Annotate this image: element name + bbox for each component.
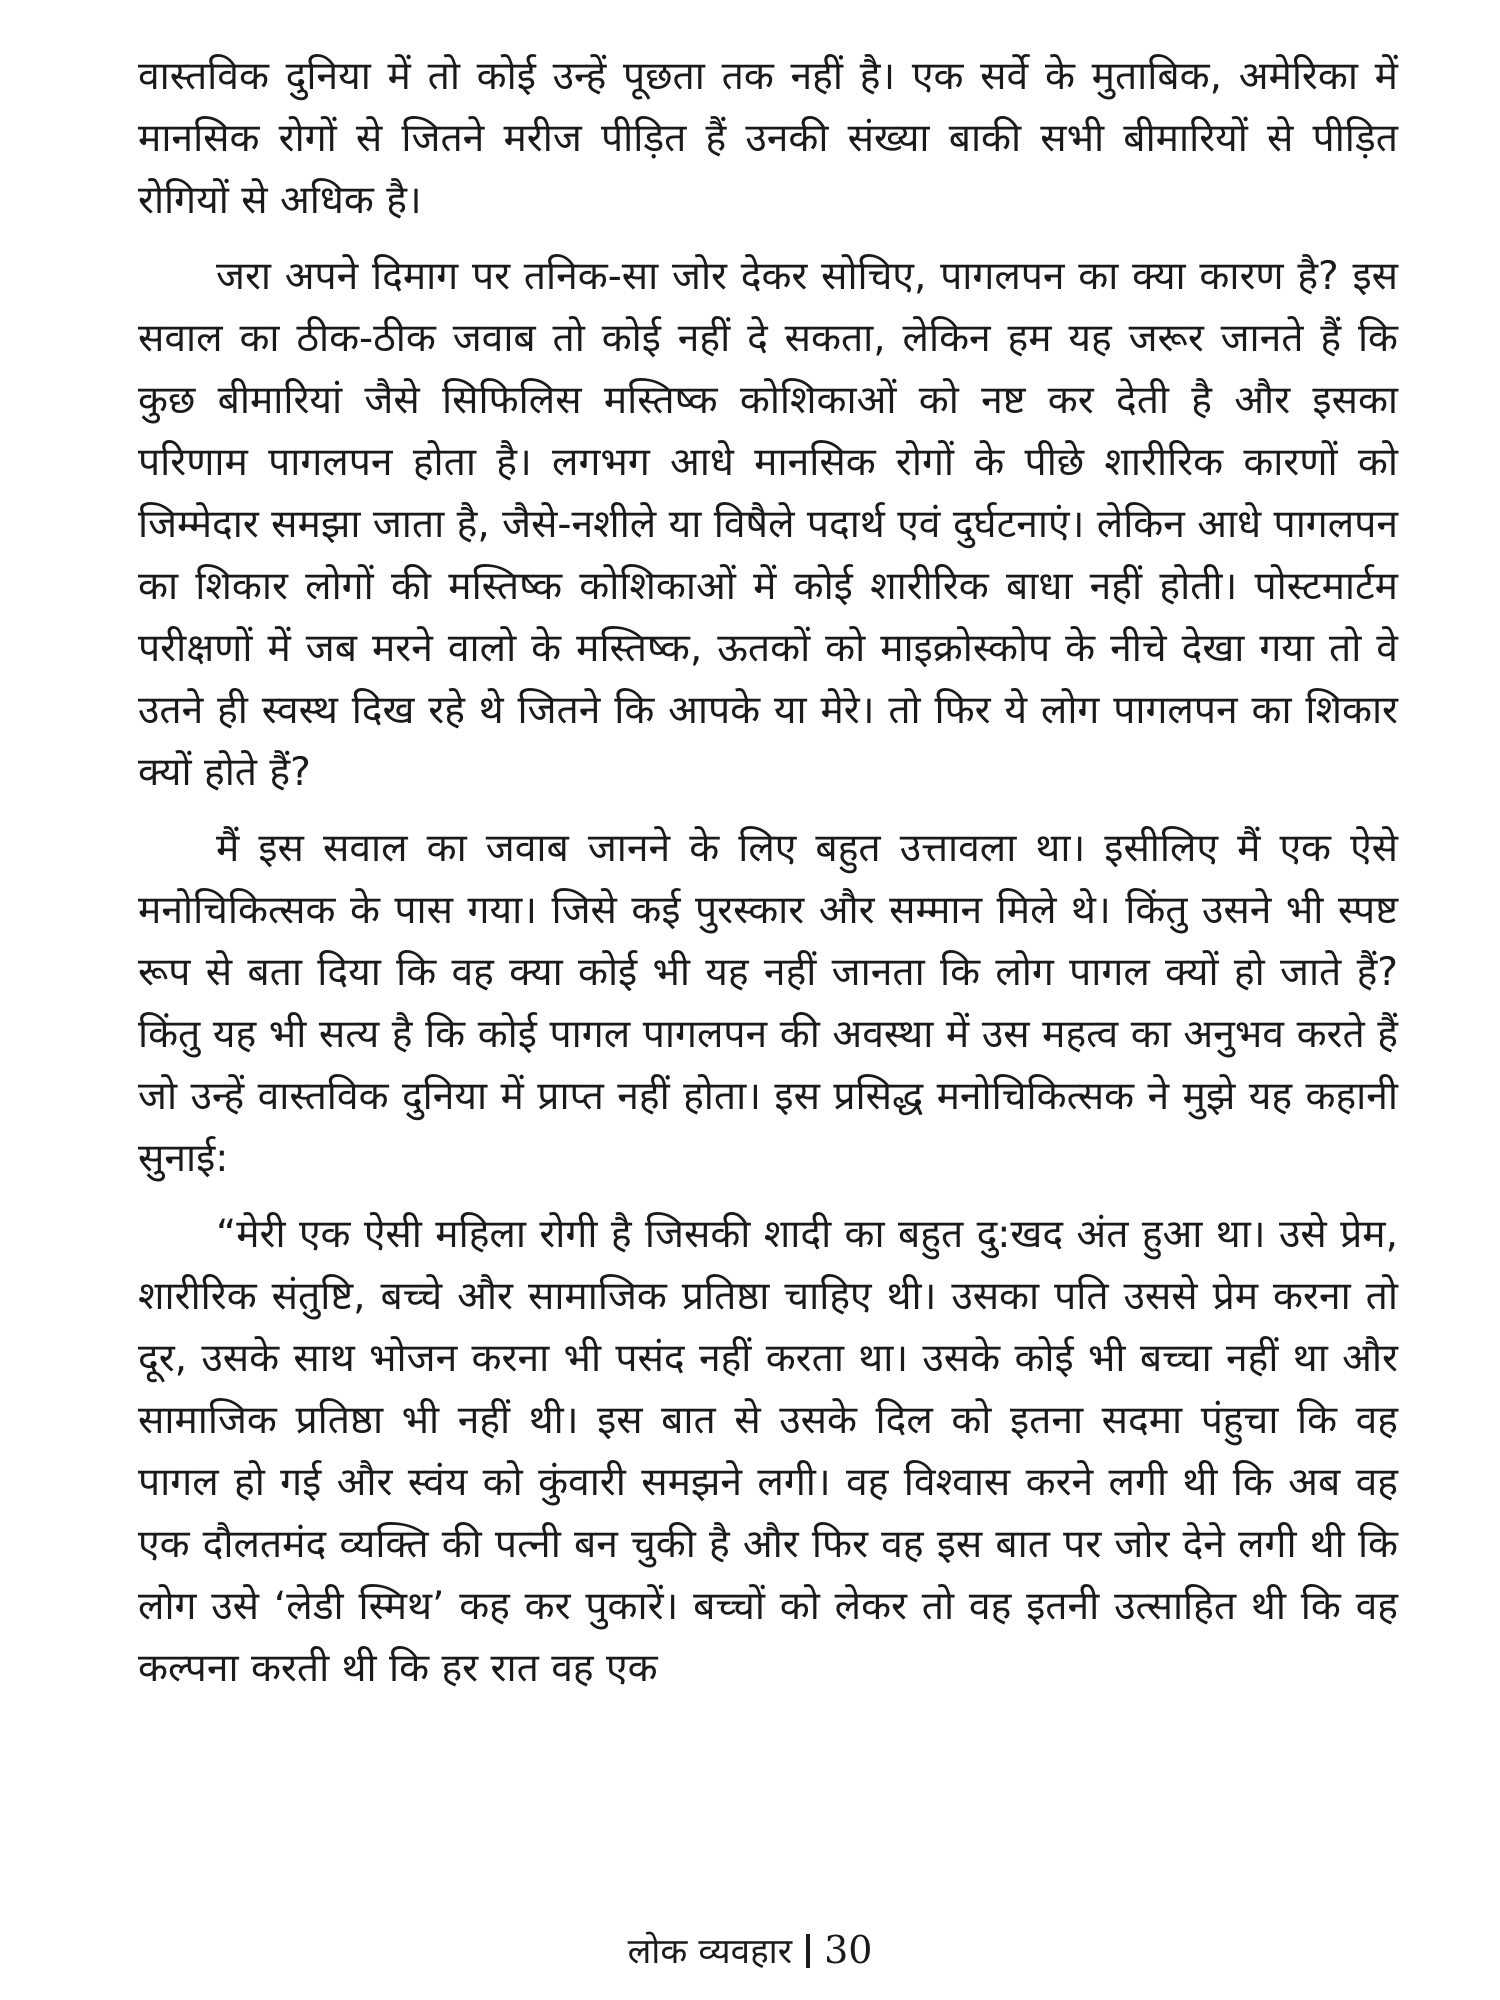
paragraph-4: “मेरी एक ऐसी महिला रोगी है जिसकी शादी का बहुत दु:खद अंत हुआ था। उसे प्रेम, शारीरिक संतुष्टि, बच्चे और सामाजिक प्रतिष्ठा चाहिए थी। उसका पति उससे प्रेम करना तो दूर, उसके साथ भोजन करना भी पसंद नहीं करता था। उसके कोई भी बच्चा नहीं था और सामाजिक प्रतिष्ठा भी नहीं थी। इस बात से उसके दिल को इतना सदमा पंहुचा कि वह पागल हो गई और स्वंय को कुंवारी समझने लगी। वह विश्वास करने लगी थी कि अब वह एक दौलतमंद व्यक्ति की पत्नी बन चुकी है और फिर वह इस बात पर जोर देने लगी थी कि लोग उसे ‘लेडी स्मिथ’ कह कर पुकारें। बच्चों को लेकर तो वह इतनी उत्साहित थी कि वह कल्पना करती थी कि हर रात वह एक (138, 1212, 1398, 1691)
footer-separator (806, 1934, 810, 1968)
page-footer (0, 1928, 1500, 1974)
paragraph-2: जरा अपने दिमाग पर तनिक-सा जोर देकर सोचिए, पागलपन का क्या कारण है? इस सवाल का ठीक-ठीक जवाब तो कोई नहीं दे सकता, लेकिन हम यह जरूर जानते हैं कि कुछ बीमारियां जैसे सिफिलिस मस्तिष्क कोशिकाओं को नष्ट कर देती है और इसका परिणाम पागलपन होता है। लगभग आधे मानसिक रोगों के पीछे शारीरिक कारणों को जिम्मेदार समझा जाता है, जैसे-नशीले या विषैले पदार्थ एवं दुर्घटनाएं। लेकिन आधे पागलपन का शिकार लोगों की मस्तिष्क कोशिकाओं में कोई शारीरिक बाधा नहीं होती। पोस्टमार्टम परीक्षणों में जब मरने वालो के मस्तिष्क, ऊतकों को माइक्रोस्कोप के नीचे देखा गया तो वे उतने ही स्वस्थ दिख रहे थे जितने कि आपके या मेरे। तो फिर ये लोग पागलपन का शिकार क्यों होते हैं? (138, 254, 1398, 795)
paragraph-1: वास्तविक दुनिया में तो कोई उन्हें पूछता तक नहीं है। एक सर्वे के मुताबिक, अमेरिका में मानसिक रोगों से जितने मरीज पीड़ित हैं उनकी संख्या बाकी सभी बीमारियों से पीड़ित रोगियों से अधिक है। (138, 54, 1398, 223)
page-number: 30 (824, 1928, 873, 1972)
page-body (138, 46, 1398, 1714)
book-title: लोक व्यवहार (627, 1932, 793, 1972)
paragraph-3: मैं इस सवाल का जवाब जानने के लिए बहुत उत्तावला था। इसीलिए मैं एक ऐसे मनोचिकित्सक के पास गया। जिसे कई पुरस्कार और सम्मान मिले थे। किंतु उसने भी स्पष्ट रूप से बता दिया कि वह क्या कोई भी यह नहीं जानता कि लोग पागल क्यों हो जाते हैं? किंतु यह भी सत्य है कि कोई पागल पागलपन की अवस्था में उस महत्व का अनुभव करते हैं जो उन्हें वास्तविक दुनिया में प्राप्त नहीं होता। इस प्रसिद्ध मनोचिकित्सक ने मुझे यह कहानी सुनाई: (138, 826, 1398, 1181)
